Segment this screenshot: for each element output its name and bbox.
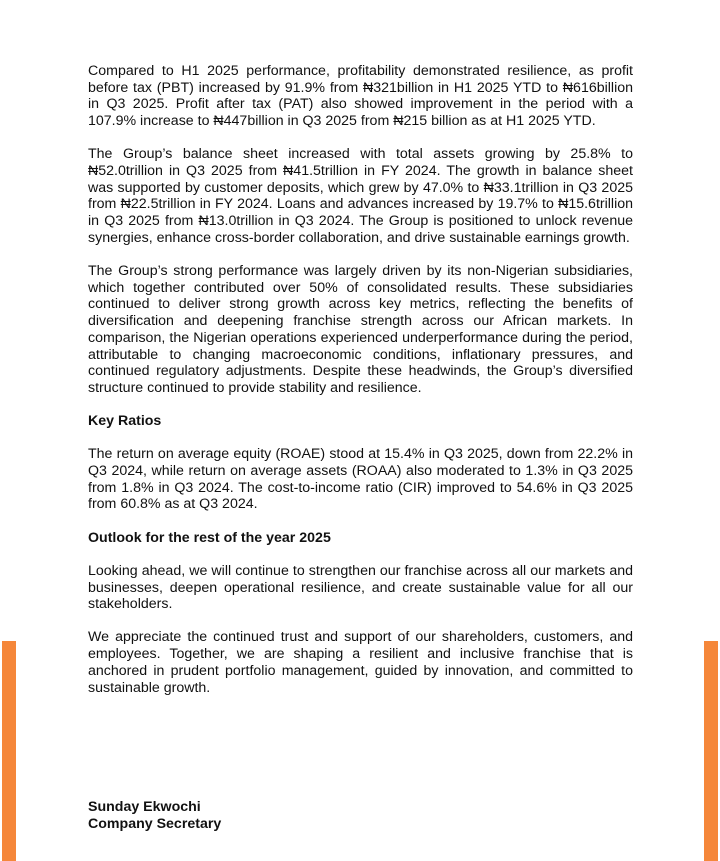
subsidiaries-paragraph: The Group’s strong performance was largely driven by its non-Nigerian subsidiaries, which together contributed over 50% of consolidated results. These subsidiaries continued to deliver strong growth across key metrics, reflecting the benefits of diversification and deepening franchise strength across our African markets. In comparison, the Nigerian operations experienced underperformance during the period, attributable to changing macroeconomic conditions, inflationary pressures, and continued regulatory adjustments. Despite these headwinds, the Group’s diversified structure continued to provide stability and resilience. xyxy=(88,263,633,396)
key-ratios-heading: Key Ratios xyxy=(88,413,162,430)
appreciation-paragraph: We appreciate the continued trust and support of our shareholders, customers, and employees. Together, we are shaping a resilient and inclusive franchise that is anchored in prudent portfolio management, guided by innovation, and committed to sustainable growth. xyxy=(88,629,633,696)
outlook-heading: Outlook for the rest of the year 2025 xyxy=(88,529,331,546)
balance-sheet-paragraph: The Group’s balance sheet increased with total assets growing by 25.8% to ₦52.0trillion in Q3 2025 from ₦41.5trillion in FY 2024. The growth in balance sheet was supported by customer deposits, which grew by 47.0% to ₦33.1trillion in Q3 2025 from ₦22.5trillion in FY 2024. Loans and advances increased by 19.7% to ₦15.6trillion in Q3 2025 from ₦13.0trillion in Q3 2024. The Group is positioned to unlock revenue synergies, enhance cross-border collaboration, and drive sustainable earnings growth. xyxy=(88,146,633,246)
key-ratios-paragraph: The return on average equity (ROAE) stood at 15.4% in Q3 2025, down from 22.2% in Q3 2024, while return on average assets (ROAA) also moderated to 1.3% in Q3 2025 from 1.8% in Q3 2024. The cost-to-income ratio (CIR) improved to 54.6% in Q3 2025 from 60.8% as at Q3 2024. xyxy=(88,446,633,513)
right-accent-bar xyxy=(704,641,718,861)
signatory-name: Sunday Ekwochi xyxy=(88,799,201,815)
signature-block xyxy=(88,799,221,832)
profitability-paragraph: Compared to H1 2025 performance, profitability demonstrated resilience, as profit before tax (PBT) increased by 91.9% from ₦321billion in H1 2025 YTD to ₦616billion in Q3 2025. Profit after tax (PAT) also showed improvement in the period with a 107.9% increase to ₦447billion in Q3 2025 from ₦215 billion as at H1 2025 YTD. xyxy=(88,63,633,130)
document-body xyxy=(88,63,633,713)
outlook-paragraph: Looking ahead, we will continue to strengthen our franchise across all our markets and businesses, deepen operational resilience, and create sustainable value for all our stakeholders. xyxy=(88,562,633,613)
left-accent-bar xyxy=(2,641,16,861)
signatory-title: Company Secretary xyxy=(88,815,222,832)
